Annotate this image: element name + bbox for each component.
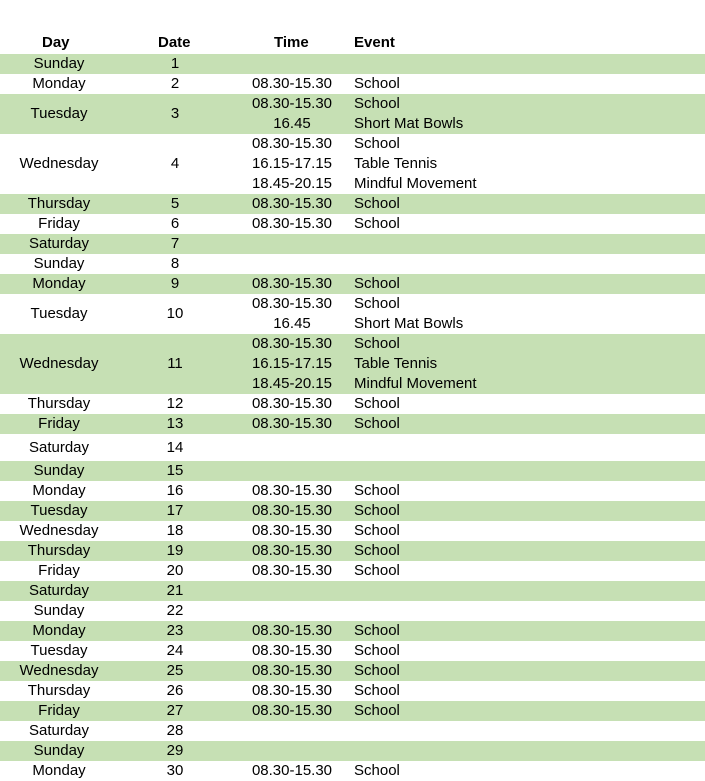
time-cell [236, 661, 348, 681]
time-cell [236, 414, 348, 434]
date-cell [135, 601, 215, 621]
event-name: School [354, 702, 400, 719]
date-cell [135, 661, 215, 681]
time-cell [236, 94, 348, 134]
event-name: School [354, 482, 400, 499]
table-row [0, 641, 705, 661]
event-cell [354, 561, 704, 581]
date-text: 12 [166, 395, 184, 412]
table-row [0, 661, 705, 681]
date-text: 18 [166, 522, 184, 539]
day-cell [0, 394, 118, 414]
day-cell [0, 621, 118, 641]
table-row [0, 561, 705, 581]
time-cell [236, 254, 348, 274]
day-cell [0, 234, 118, 254]
event-name: School [354, 682, 400, 699]
table-row [0, 334, 705, 394]
date-cell [135, 501, 215, 521]
time-cell [236, 521, 348, 541]
time-cell [236, 134, 348, 194]
event-name: Short Mat Bowls [354, 315, 464, 332]
event-name: School [354, 95, 400, 112]
time-cell [236, 214, 348, 234]
date-text: 30 [166, 762, 184, 779]
date-text: 1 [170, 55, 180, 72]
date-text: 13 [166, 415, 184, 432]
day-cell [0, 294, 118, 334]
event-cell [354, 461, 704, 481]
date-cell [135, 761, 215, 781]
date-text: 14 [166, 438, 184, 456]
day-cell [0, 561, 118, 581]
event-time: 08.30-15.30 [251, 295, 333, 312]
day-cell [0, 254, 118, 274]
table-row [0, 434, 705, 461]
event-time: 08.30-15.30 [251, 75, 333, 92]
event-cell [354, 541, 704, 561]
day-text: Monday [32, 482, 86, 499]
event-time: 08.30-15.30 [251, 275, 333, 292]
event-name: Mindful Movement [354, 375, 477, 392]
header-row [0, 34, 705, 52]
time-cell [236, 741, 348, 761]
date-text: 19 [166, 542, 184, 559]
date-text: 15 [166, 462, 184, 479]
date-cell [135, 334, 215, 394]
day-text: Saturday [28, 582, 90, 599]
date-cell [135, 214, 215, 234]
time-cell [236, 394, 348, 414]
day-text: Thursday [27, 195, 91, 212]
day-text: Monday [32, 275, 86, 292]
event-name: School [354, 622, 400, 639]
event-time: 08.30-15.30 [251, 502, 333, 519]
date-text: 25 [166, 662, 184, 679]
event-cell [354, 621, 704, 641]
event-time: 08.30-15.30 [251, 542, 333, 559]
event-time: 08.30-15.30 [251, 482, 333, 499]
day-text: Thursday [27, 542, 91, 559]
event-name: Mindful Movement [354, 175, 477, 192]
event-time: 08.30-15.30 [251, 702, 333, 719]
table-row [0, 521, 705, 541]
event-time: 08.30-15.30 [251, 395, 333, 412]
time-cell [236, 701, 348, 721]
time-cell [236, 681, 348, 701]
day-cell [0, 681, 118, 701]
event-name: School [354, 195, 400, 212]
time-cell [236, 234, 348, 254]
time-cell [236, 481, 348, 501]
day-cell [0, 334, 118, 394]
event-time: 08.30-15.30 [251, 682, 333, 699]
day-cell [0, 601, 118, 621]
day-text: Friday [38, 702, 80, 719]
event-time: 08.30-15.30 [251, 415, 333, 432]
event-time: 16.45 [273, 315, 311, 332]
date-cell [135, 274, 215, 294]
table-row [0, 274, 705, 294]
event-cell [354, 661, 704, 681]
header-date: Date [158, 34, 191, 51]
event-cell [354, 721, 704, 741]
table-row [0, 541, 705, 561]
date-text: 2 [170, 75, 180, 92]
day-cell [0, 134, 118, 194]
event-name: School [354, 395, 400, 412]
date-text: 21 [166, 582, 184, 599]
event-name: School [354, 522, 400, 539]
day-cell [0, 521, 118, 541]
day-cell [0, 94, 118, 134]
table-row [0, 414, 705, 434]
day-text: Sunday [33, 255, 85, 272]
event-time: 08.30-15.30 [251, 215, 333, 232]
event-name: School [354, 662, 400, 679]
date-text: 9 [170, 275, 180, 292]
date-text: 22 [166, 602, 184, 619]
date-cell [135, 521, 215, 541]
day-cell [0, 501, 118, 521]
event-name: Short Mat Bowls [354, 115, 464, 132]
event-cell [354, 294, 704, 334]
day-cell [0, 194, 118, 214]
date-cell [135, 741, 215, 761]
date-text: 10 [166, 305, 184, 322]
time-cell [236, 541, 348, 561]
table-row [0, 254, 705, 274]
day-cell [0, 461, 118, 481]
date-cell [135, 394, 215, 414]
table-row [0, 581, 705, 601]
date-cell [135, 294, 215, 334]
day-cell [0, 581, 118, 601]
event-cell [354, 641, 704, 661]
date-text: 8 [170, 255, 180, 272]
event-cell [354, 94, 704, 134]
date-text: 3 [170, 105, 180, 122]
time-cell [236, 641, 348, 661]
day-text: Saturday [28, 722, 90, 739]
event-time: 08.30-15.30 [251, 95, 333, 112]
date-text: 27 [166, 702, 184, 719]
event-cell [354, 214, 704, 234]
date-cell [135, 134, 215, 194]
event-cell [354, 334, 704, 394]
date-cell [135, 481, 215, 501]
day-text: Sunday [33, 462, 85, 479]
time-cell [236, 581, 348, 601]
event-time: 08.30-15.30 [251, 135, 333, 152]
day-text: Monday [32, 75, 86, 92]
time-cell [236, 54, 348, 74]
event-cell [354, 234, 704, 254]
event-cell [354, 394, 704, 414]
event-cell [354, 434, 704, 461]
date-text: 5 [170, 195, 180, 212]
event-name: School [354, 75, 400, 92]
date-text: 6 [170, 215, 180, 232]
day-cell [0, 274, 118, 294]
event-time: 08.30-15.30 [251, 195, 333, 212]
day-text: Friday [38, 215, 80, 232]
date-text: 7 [170, 235, 180, 252]
day-text: Saturday [28, 438, 90, 456]
time-cell [236, 561, 348, 581]
day-cell [0, 74, 118, 94]
table-row [0, 721, 705, 741]
date-text: 26 [166, 682, 184, 699]
time-cell [236, 334, 348, 394]
day-cell [0, 414, 118, 434]
event-name: School [354, 215, 400, 232]
event-name: School [354, 762, 400, 779]
time-cell [236, 761, 348, 781]
day-text: Tuesday [30, 305, 88, 322]
header-day: Day [42, 34, 70, 51]
table-row [0, 461, 705, 481]
date-text: 20 [166, 562, 184, 579]
date-text: 4 [170, 155, 180, 172]
day-cell [0, 721, 118, 741]
table-row [0, 621, 705, 641]
date-text: 17 [166, 502, 184, 519]
date-text: 11 [167, 355, 183, 372]
event-name: School [354, 335, 400, 352]
event-name: School [354, 562, 400, 579]
day-text: Monday [32, 622, 86, 639]
date-cell [135, 621, 215, 641]
date-cell [135, 194, 215, 214]
event-cell [354, 74, 704, 94]
date-text: 23 [166, 622, 184, 639]
event-cell [354, 134, 704, 194]
date-text: 16 [166, 482, 184, 499]
event-cell [354, 481, 704, 501]
day-text: Sunday [33, 55, 85, 72]
time-cell [236, 621, 348, 641]
event-cell [354, 681, 704, 701]
table-row [0, 134, 705, 194]
day-text: Wednesday [19, 522, 99, 539]
date-cell [135, 701, 215, 721]
day-text: Tuesday [30, 642, 88, 659]
time-cell [236, 461, 348, 481]
event-time: 08.30-15.30 [251, 335, 333, 352]
table-row [0, 394, 705, 414]
header-event: Event [354, 34, 395, 51]
event-name: School [354, 135, 400, 152]
event-time: 08.30-15.30 [251, 762, 333, 779]
event-name: School [354, 502, 400, 519]
day-cell [0, 741, 118, 761]
table-row [0, 601, 705, 621]
event-time: 18.45-20.15 [251, 175, 333, 192]
event-time: 08.30-15.30 [251, 562, 333, 579]
event-cell [354, 701, 704, 721]
event-name: School [354, 295, 400, 312]
date-text: 28 [166, 722, 184, 739]
event-name: School [354, 542, 400, 559]
event-name: School [354, 415, 400, 432]
date-cell [135, 561, 215, 581]
day-cell [0, 641, 118, 661]
event-cell [354, 254, 704, 274]
event-name: Table Tennis [354, 355, 438, 372]
event-cell [354, 741, 704, 761]
time-cell [236, 501, 348, 521]
event-name: School [354, 642, 400, 659]
day-text: Wednesday [19, 355, 99, 372]
date-text: 29 [166, 742, 184, 759]
date-cell [135, 414, 215, 434]
date-cell [135, 581, 215, 601]
table-row [0, 194, 705, 214]
event-cell [354, 274, 704, 294]
event-cell [354, 54, 704, 74]
event-time: 16.45 [273, 115, 311, 132]
day-cell [0, 541, 118, 561]
time-cell [236, 434, 348, 461]
event-time: 16.15-17.15 [251, 155, 333, 172]
event-name: School [354, 275, 400, 292]
time-cell [236, 194, 348, 214]
event-cell [354, 501, 704, 521]
day-text: Wednesday [19, 662, 99, 679]
event-time: 16.15-17.15 [251, 355, 333, 372]
table-row [0, 701, 705, 721]
date-cell [135, 681, 215, 701]
date-text: 24 [166, 642, 184, 659]
time-cell [236, 294, 348, 334]
day-cell [0, 434, 118, 461]
event-time: 08.30-15.30 [251, 522, 333, 539]
date-cell [135, 721, 215, 741]
table-row [0, 294, 705, 334]
day-text: Tuesday [30, 105, 88, 122]
day-text: Tuesday [30, 502, 88, 519]
day-text: Thursday [27, 682, 91, 699]
day-cell [0, 661, 118, 681]
day-text: Sunday [33, 602, 85, 619]
day-cell [0, 761, 118, 781]
time-cell [236, 274, 348, 294]
event-time: 08.30-15.30 [251, 622, 333, 639]
event-cell [354, 601, 704, 621]
table-row [0, 214, 705, 234]
date-cell [135, 541, 215, 561]
day-text: Sunday [33, 742, 85, 759]
event-cell [354, 521, 704, 541]
date-cell [135, 641, 215, 661]
day-text: Saturday [28, 235, 90, 252]
date-cell [135, 434, 215, 461]
table-row [0, 234, 705, 254]
date-cell [135, 74, 215, 94]
time-cell [236, 601, 348, 621]
table-row [0, 761, 705, 781]
event-time: 18.45-20.15 [251, 375, 333, 392]
time-cell [236, 74, 348, 94]
event-name: Table Tennis [354, 155, 438, 172]
day-text: Friday [38, 415, 80, 432]
event-cell [354, 581, 704, 601]
day-text: Monday [32, 762, 86, 779]
date-cell [135, 461, 215, 481]
event-cell [354, 761, 704, 781]
day-text: Thursday [27, 395, 91, 412]
date-cell [135, 254, 215, 274]
table-row [0, 681, 705, 701]
table-row [0, 481, 705, 501]
table-row [0, 74, 705, 94]
date-cell [135, 234, 215, 254]
day-text: Wednesday [19, 155, 99, 172]
table-row [0, 741, 705, 761]
event-cell [354, 414, 704, 434]
day-cell [0, 54, 118, 74]
header-time: Time [274, 34, 309, 51]
date-cell [135, 94, 215, 134]
table-row [0, 54, 705, 74]
event-cell [354, 194, 704, 214]
table-row [0, 94, 705, 134]
event-time: 08.30-15.30 [251, 662, 333, 679]
date-cell [135, 54, 215, 74]
event-time: 08.30-15.30 [251, 642, 333, 659]
time-cell [236, 721, 348, 741]
day-text: Friday [38, 562, 80, 579]
day-cell [0, 481, 118, 501]
day-cell [0, 701, 118, 721]
table-row [0, 501, 705, 521]
day-cell [0, 214, 118, 234]
